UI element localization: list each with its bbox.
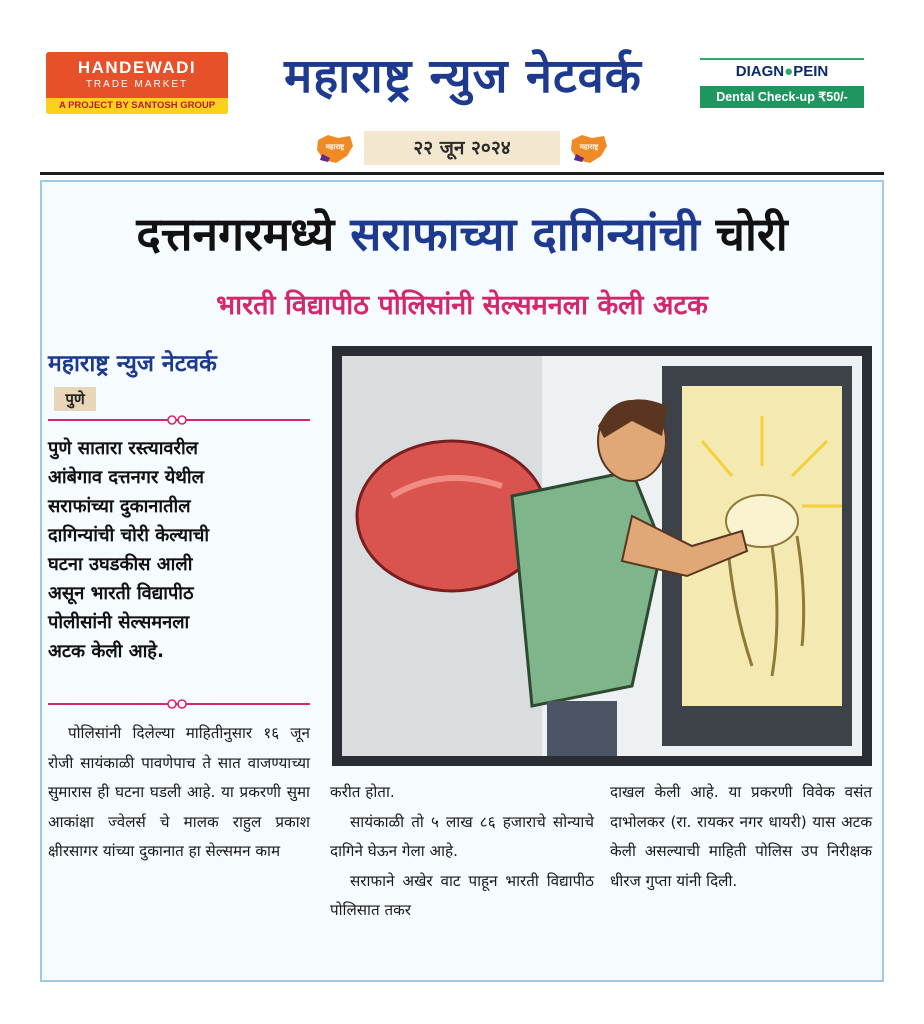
intro-line: पुणे सातारा रस्त्यावरील [48,438,199,459]
ad-diagnopein-brand [700,58,864,84]
headline [46,190,878,278]
dateline-place: पुणे [54,387,96,411]
map-logo-icon-left [314,132,356,166]
byline: महाराष्ट्र न्युज नेटवर्क [48,351,217,377]
body-column-3 [610,778,872,896]
ad-handewadi-tagline: A PROJECT BY SANTOSH GROUP [46,98,228,114]
intro-line: असून भारती विद्यापीठ [48,583,194,604]
tooth-icon: ● [784,63,794,80]
body-paragraph: सायंकाळी तो ५ लाख ८६ हजाराचे सोन्याचे दागिने घेऊन गेला आहे. [330,812,594,860]
headline-part3: चोरी [699,207,788,261]
illustration-thief [332,346,872,766]
newspaper-title: महाराष्ट्र न्युज नेटवर्क [284,49,642,104]
intro-line: घटना उघडकीस आली [48,554,193,575]
ad-diagnopein[interactable] [700,58,864,108]
map-logo-text-right: महाराष्ट्र [579,143,599,151]
ornament-divider-bottom [48,698,310,710]
intro-line: आंबेगाव दत्तनगर येथील [48,467,204,488]
ornament-divider-top [48,414,310,426]
intro-lead [48,434,310,694]
intro-line: सराफांच्या दुकानातील [48,496,191,517]
body-paragraph: सराफाने अखेर वाट पाहून भारती विद्यापीठ पोलिसात तकर [330,871,594,919]
body-column-2 [330,778,594,926]
intro-line: पोलीसांनी सेल्समनला [48,612,190,633]
masthead-rule [40,172,884,175]
body-paragraph: दाखल केली आहे. या प्रकरणी विवेक वसंत दाभोलकर (रा. रायकर नगर धायरी) यास अटक केली असल्याची माहिती पोलिस उप निरीक्षक धीरज गुप्ता यांनी दिली. [610,783,872,890]
ad-diagnopein-offer: Dental Check-up ₹50/- [700,86,864,108]
ad-handewadi[interactable] [46,52,228,114]
body-paragraph: पोलिसांनी दिलेल्या माहितीनुसार १६ जून रोजी सायंकाळी पावणेपाच ते सात वाजण्याच्या सुमारास ही घटना घडली आहे. या प्रकरणी सुमा आकांक्षा ज्वेलर्स चे मालक राहुल प्रकाश क्षीरसागर यांच्या दुकानात हा सेल्समन काम [48,724,310,860]
map-logo-icon-right [568,132,610,166]
publication-date: २२ जून २०२४ [364,131,560,165]
headline-part2: सराफाच्या दागिन्यांची [350,207,700,261]
subheadline: भारती विद्यापीठ पोलिसांनी सेल्समनला केली अटक [216,290,708,321]
ad-handewadi-brand: HANDEWADI [77,58,197,77]
intro-line: दागिन्यांची चोरी केल्याची [48,525,210,546]
body-column-1 [48,719,310,867]
body-paragraph: करीत होता. [330,783,395,801]
ad-handewadi-subtitle: TRADE MARKET [85,79,189,90]
headline-part1: दत्तनगरमध्ये [136,207,351,261]
intro-line: अटक केली आहे. [48,641,164,662]
ad-diagnopein-brand-suffix: PEIN [793,63,829,80]
ad-diagnopein-brand-prefix: DIAGN [735,63,785,80]
map-logo-text-left: महाराष्ट्र [325,143,345,151]
